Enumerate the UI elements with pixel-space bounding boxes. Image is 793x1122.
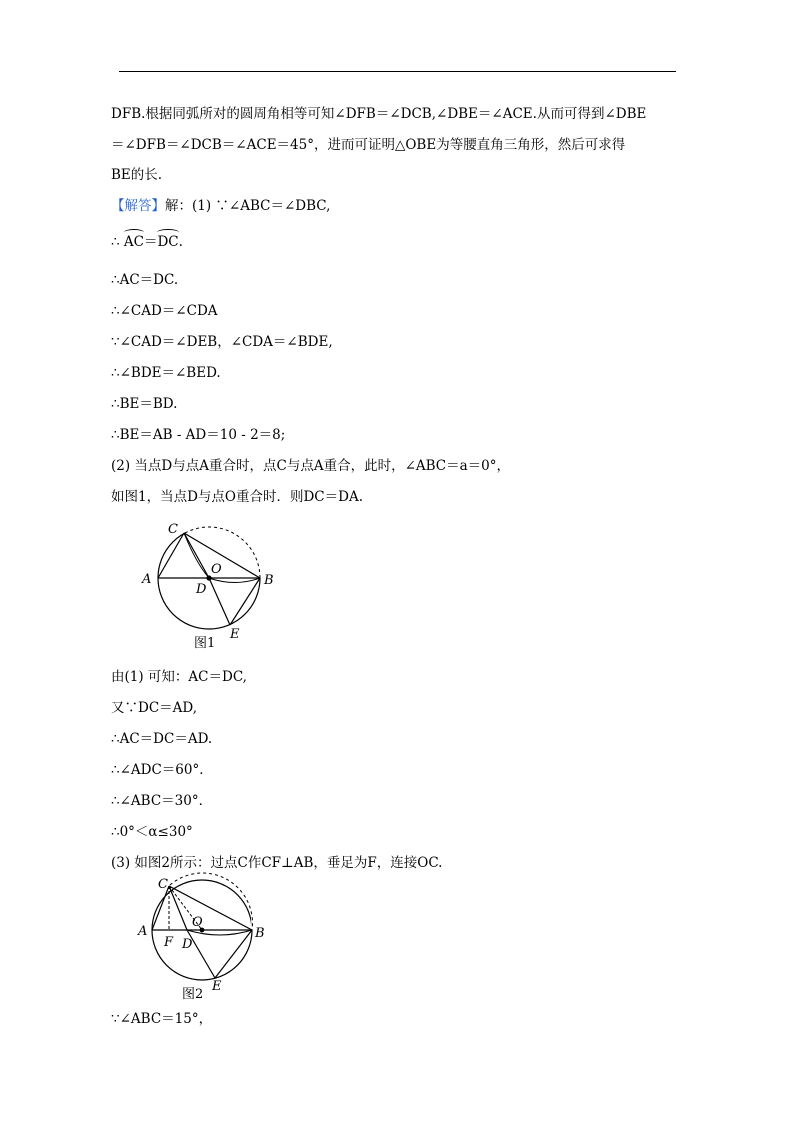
text-line-12: (2) 当点D与点A重合时，点C与点A重合，此时，∠ABC＝a＝0°， bbox=[111, 458, 511, 474]
arc-equality-line bbox=[111, 229, 183, 251]
fig1-label-a: A bbox=[142, 572, 152, 587]
fig2-caption: 图2 bbox=[182, 987, 204, 1002]
answer-text: 解：(1) ∵∠ABC＝∠DBC, bbox=[165, 198, 331, 214]
period: . bbox=[178, 234, 183, 250]
text-line-15: 又∵DC＝AD, bbox=[111, 700, 198, 716]
text-line-6: ∴AC＝DC. bbox=[111, 272, 179, 288]
text-line-11: ∴BE＝AB - AD＝10 - 2＝8; bbox=[111, 427, 286, 443]
fig2-label-c: C bbox=[158, 877, 168, 892]
fig2-label-a: A bbox=[138, 924, 148, 939]
figure-2 bbox=[130, 872, 280, 1007]
text-line-9: ∴∠BDE＝∠BED. bbox=[111, 365, 221, 381]
fig1-caption: 图1 bbox=[194, 636, 216, 651]
fig2-label-o: O bbox=[192, 915, 203, 930]
answer-tag: 【解答】 bbox=[111, 198, 165, 214]
text-line-8: ∵∠CAD＝∠DEB，∠CDA＝∠BDE, bbox=[111, 334, 333, 350]
fig2-label-d: D bbox=[182, 937, 193, 952]
text-line-19: ∴0°＜α≤30° bbox=[111, 824, 193, 840]
arc-ac: AC bbox=[124, 229, 144, 251]
text-line-3: BE的长. bbox=[111, 167, 163, 183]
text-line-18: ∴∠ABC＝30°． bbox=[111, 793, 213, 809]
fig1-label-d: D bbox=[196, 582, 207, 597]
text-line-14: 由(1) 可知：AC＝DC, bbox=[111, 669, 247, 685]
text-line-10: ∴BE＝BD. bbox=[111, 396, 178, 412]
equals-sign: ＝ bbox=[143, 234, 158, 250]
fig1-label-e: E bbox=[230, 627, 240, 642]
fig1-dashed-arc bbox=[185, 527, 260, 578]
text-line-16: ∴AC＝DC＝AD. bbox=[111, 731, 213, 747]
text-line-21: ∵∠ABC＝15°， bbox=[111, 1011, 213, 1027]
text-line-1: DFB.根据同弧所对的圆周角相等可知∠DFB＝∠DCB,∠DBE＝∠ACE.从而可得到∠DBE bbox=[111, 106, 647, 122]
text-line-17: ∴∠ADC＝60°． bbox=[111, 762, 213, 778]
fig1-label-c: C bbox=[168, 522, 178, 537]
fig2-dashed-arc bbox=[170, 873, 252, 930]
text-line-2: ＝∠DFB＝∠DCB＝∠ACE＝45°，进而可证明△OBE为等腰直角三角形，然后可求得 bbox=[111, 137, 626, 153]
text-line-7: ∴∠CAD＝∠CDA bbox=[111, 303, 218, 319]
fig2-label-f: F bbox=[164, 935, 174, 950]
arc-dc: DC bbox=[157, 229, 178, 251]
fig1-label-o: O bbox=[211, 562, 222, 577]
fig2-label-b: B bbox=[255, 926, 265, 941]
fig2-label-e: E bbox=[212, 979, 222, 994]
therefore-symbol: ∴ bbox=[111, 234, 120, 250]
header-rule bbox=[119, 71, 676, 72]
fig1-label-b: B bbox=[264, 573, 274, 588]
text-line-20: (3) 如图2所示：过点C作CF⊥AB，垂足为F，连接OC. bbox=[111, 855, 443, 871]
figure-1 bbox=[130, 515, 290, 655]
text-line-13: 如图1，当点D与点O重合时．则DC＝DA. bbox=[111, 489, 363, 505]
answer-line bbox=[111, 197, 330, 215]
